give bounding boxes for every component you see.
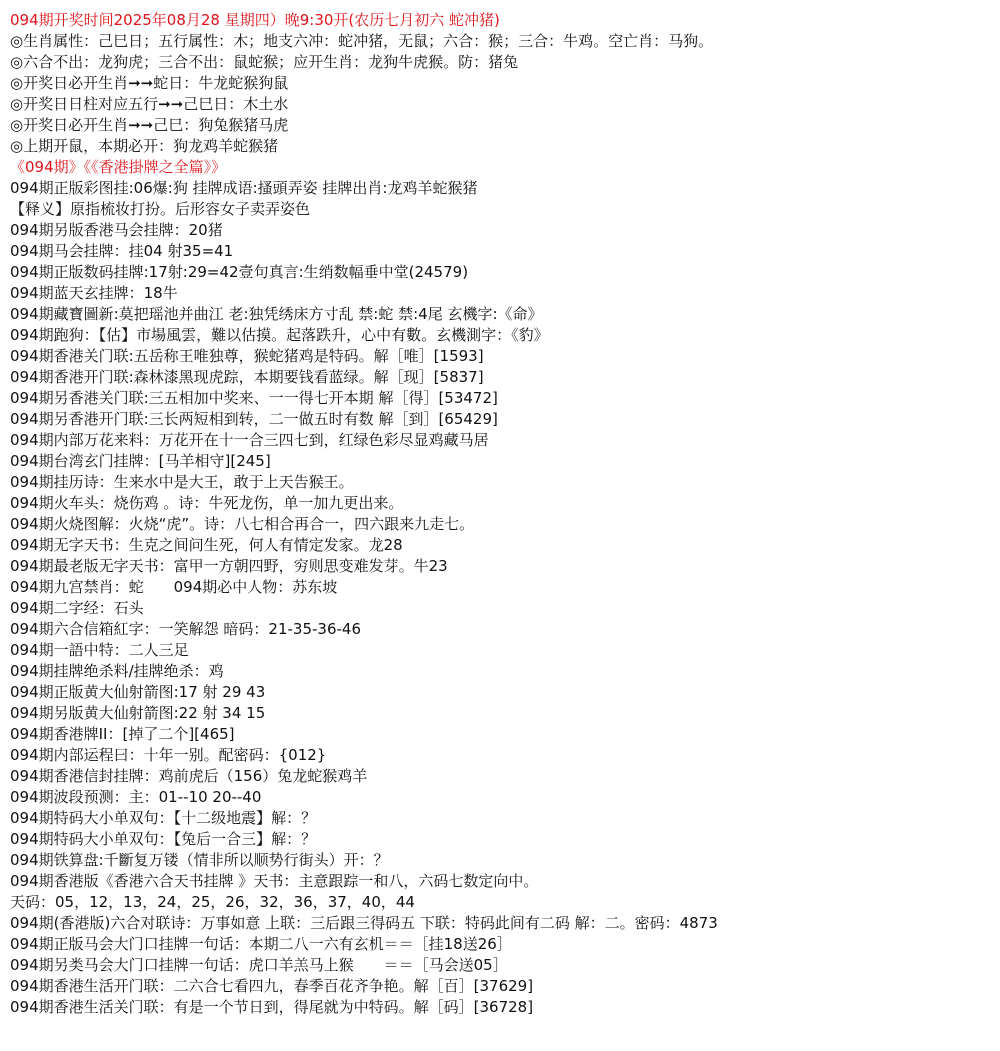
entry-line: 094期内部运程曰：十年一别。配密码：{012} bbox=[10, 746, 327, 764]
entry-line: 094期内部万花来料：万花开在十一合三四七到，红绿色彩尽显鸡藏马居 bbox=[10, 431, 489, 449]
entry-line: 094期挂牌绝杀料/挂牌绝杀：鸡 bbox=[10, 662, 224, 680]
entry-line: 094期台湾玄门挂牌：[马羊相守][245] bbox=[10, 452, 271, 470]
section-title: 《094期》《《香港掛牌之全篇》》 bbox=[10, 158, 227, 176]
entry-line: 094期波段预测：主：01--10 20--40 bbox=[10, 788, 262, 806]
entry-line: 094期另版黄大仙射箭图:22 射 34 15 bbox=[10, 704, 266, 722]
entry-line: 094期正版数码挂牌:17射:29=42壹句真言:生绡数幅垂中堂(24579) bbox=[10, 263, 469, 281]
entry-line: 094期香港生活关门联：有是一个节日到，得尾就为中特码。解［码］[36728] bbox=[10, 998, 534, 1016]
entry-line: 094期另香港开门联:三长两短相到转，二一做五时有数 解［到］[65429] bbox=[10, 410, 498, 428]
entry-line: 094期一語中特：二人三足 bbox=[10, 641, 189, 659]
entry-line: 094期另类马会大门口挂牌一句话：虎口羊羔马上猴 ＝＝［马会送05］ bbox=[10, 956, 508, 974]
attribute-line-snake-day: ◎开奖日必开生肖➞➞蛇日：牛龙蛇猴狗鼠 bbox=[10, 74, 289, 92]
entry-line: 094期特码大小单双句：【兔后一合三】解：？ bbox=[10, 830, 317, 848]
attribute-line-zodiac: ◎生肖属性：己巳日；五行属性：木；地支六冲：蛇冲猪，无鼠；六合：猴；三合：牛鸡。空亡肖：马狗。 bbox=[10, 32, 714, 50]
entry-line: 094期香港牌II：[掉了二个][465] bbox=[10, 725, 235, 743]
entry-line: 094期马会挂牌：挂04 射35=41 bbox=[10, 242, 234, 260]
entry-line: 094期正版马会大门口挂牌一句话：本期二八一六有玄机＝＝［挂18送26］ bbox=[10, 935, 512, 953]
entry-line: 094期香港开门联:森林漆黑现虎踪，本期要钱看蓝绿。解［现］[5837] bbox=[10, 368, 484, 386]
entry-line: 094期蓝天玄挂牌：18牛 bbox=[10, 284, 178, 302]
entry-line: 094期火车头：烧伤鸡 。诗：牛死龙伤，单一加九更出来。 bbox=[10, 494, 404, 512]
entry-line: 094期火烧图解：火烧“虎”。诗：八七相合再合一，四六跟来九走七。 bbox=[10, 515, 475, 533]
entry-line: 094期另版香港马会挂牌：20猪 bbox=[10, 221, 223, 239]
entry-line: 094期香港关门联:五岳称王唯独尊，猴蛇猪鸡是特码。解［唯］[1593] bbox=[10, 347, 484, 365]
entry-line: 094期香港版《香港六合天书挂牌 》天书：主意跟踪一和八，六码七数定向中。 bbox=[10, 872, 539, 890]
entry-line: 094期正版黄大仙射箭图:17 射 29 43 bbox=[10, 683, 266, 701]
entry-line: 094期铁算盘:千斷复万镂（情非所以顺势行街头）开：？ bbox=[10, 851, 389, 869]
entry-line: 094期最老版无字天书：富甲一方朝四野，穷则思变难发芽。牛23 bbox=[10, 557, 448, 575]
entry-line: 094期正版彩图挂:06爆:狗 挂牌成语:搔頭弄姿 挂牌出肖:龙鸡羊蛇猴猪 bbox=[10, 179, 478, 197]
entry-line: 094期九宫禁肖：蛇 094期必中人物：苏东坡 bbox=[10, 578, 338, 596]
entry-line: 094期二字经：石头 bbox=[10, 599, 144, 617]
draw-time-header: 094期开奖时间2025年08月28 星期四）晚9:30开(农历七月初六 蛇冲猪) bbox=[10, 11, 500, 29]
entry-line: 094期六合信箱紅字：一笑解怨 暗码：21-35-36-46 bbox=[10, 620, 361, 638]
entry-line: 094期藏寶圖新:莫把瑶池并曲江 老:独凭绣床方寸乱 禁:蛇 禁:4尾 玄機字:《命》 bbox=[10, 305, 543, 323]
attribute-line-previous: ◎上期开鼠，本期必开：狗龙鸡羊蛇猴猪 bbox=[10, 137, 279, 155]
entry-line: 【释义】原指梳妆打扮。后形容女子卖弄姿色 bbox=[10, 200, 311, 218]
entry-line: 094期特码大小单双句：【十二级地震】解：？ bbox=[10, 809, 317, 827]
attribute-line-liuhe: ◎六合不出：龙狗虎；三合不出：鼠蛇猴；应开生肖：龙狗牛虎猴。防：猪兔 bbox=[10, 53, 519, 71]
entry-line: 094期(香港版)六合对联诗：万事如意 上联：三后跟三得码五 下联：特码此间有二码 解：二。密码：4873 bbox=[10, 914, 718, 932]
entry-line: 094期挂历诗：生来水中是大王，敢于上天告猴王。 bbox=[10, 473, 354, 491]
entry-line: 094期无字天书：生克之间问生死，何人有情定发家。龙28 bbox=[10, 536, 403, 554]
entry-line: 天码：05，12，13，24，25，26，32，36，37，40，44 bbox=[10, 893, 415, 911]
entry-line: 094期香港生活开门联：二六合七看四九，春季百花齐争艳。解［百］[37629] bbox=[10, 977, 534, 995]
entry-line: 094期跑狗：【估】市場風雲，難以估摸。起落跌升，心中有數。玄機測字：《豹》 bbox=[10, 326, 549, 344]
attribute-line-five-elements: ◎开奖日日柱对应五行➞➞己巳日：木土水 bbox=[10, 95, 289, 113]
attribute-line-jisi: ◎开奖日必开生肖➞➞己巳：狗兔猴猪马虎 bbox=[10, 116, 289, 134]
entry-line: 094期另香港关门联:三五相加中奖来、一一得七开本期 解［得］[53472] bbox=[10, 389, 498, 407]
entry-line: 094期香港信封挂牌：鸡前虎后（156）兔龙蛇猴鸡羊 bbox=[10, 767, 368, 785]
